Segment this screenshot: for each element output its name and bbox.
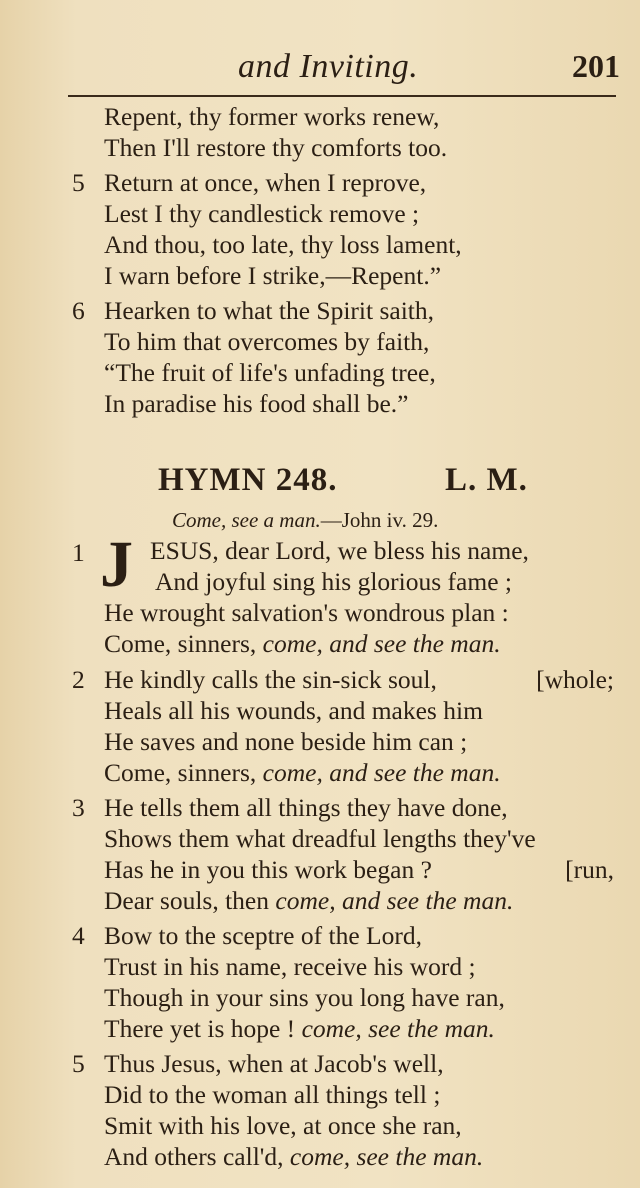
refrain-italic: come, and see the man. — [275, 886, 514, 915]
verse-line: Thus Jesus, when at Jacob's well, — [104, 1049, 444, 1078]
page-number: 201 — [572, 48, 620, 84]
hymn-epigraph — [172, 508, 438, 533]
stanza-number: 5 — [72, 168, 85, 197]
verse-line: Heals all his wounds, and makes him — [104, 696, 483, 725]
verse-line — [104, 758, 501, 788]
verse-line: And thou, too late, thy loss lament, — [104, 230, 462, 259]
verse-line: Did to the woman all things tell ; — [104, 1080, 441, 1109]
verse-line: “The fruit of life's unfading tree, — [104, 358, 436, 387]
verse-line: I warn before I strike,—Repent.” — [104, 261, 442, 290]
refrain-italic: come, and see the man. — [262, 758, 501, 787]
refrain-lead: Come, sinners, — [104, 629, 263, 658]
verse-line: Bow to the sceptre of the Lord, — [104, 921, 422, 950]
verse-line: He saves and none beside him can ; — [104, 727, 468, 756]
stanza-number: 4 — [72, 921, 85, 950]
drop-cap: J — [100, 528, 133, 601]
header-rule — [68, 95, 616, 97]
verse-line: And joyful sing his glorious fame ; — [155, 567, 512, 596]
verse-line — [104, 886, 513, 916]
refrain-italic: come, see the man. — [301, 1014, 495, 1043]
verse-line: Then I'll restore thy comforts too. — [104, 133, 448, 162]
hymn-meter: L. M. — [445, 462, 528, 498]
refrain-italic: come, see the man. — [289, 1142, 484, 1171]
verse-line: To him that overcomes by faith, — [104, 327, 430, 356]
refrain-lead: Dear souls, then — [104, 886, 276, 915]
verse-line — [104, 1014, 495, 1044]
turnover: [run, — [565, 855, 614, 884]
refrain-lead: And others call'd, — [104, 1142, 290, 1171]
verse-line — [104, 629, 501, 659]
verse-line: In paradise his food shall be.” — [104, 389, 409, 418]
verse-line — [104, 1142, 483, 1172]
hymn-title: HYMN 248. — [158, 462, 338, 498]
refrain-italic: come, and see the man. — [262, 629, 501, 658]
verse-line: He wrought salvation's wondrous plan : — [104, 598, 509, 627]
running-title: and Inviting. — [238, 48, 419, 85]
verse-line: ESUS, dear Lord, we bless his name, — [150, 536, 529, 565]
stanza-number: 5 — [72, 1049, 85, 1078]
refrain-lead: Come, sinners, — [104, 758, 263, 787]
stanza-number: 1 — [72, 538, 85, 567]
refrain-lead: There yet is hope ! — [104, 1014, 302, 1043]
epigraph-reference: —John iv. 29. — [320, 508, 439, 532]
verse-line: Lest I thy candlestick remove ; — [104, 199, 420, 228]
verse-line: He kindly calls the sin-sick soul, — [104, 665, 437, 694]
stanza-number: 6 — [72, 296, 85, 325]
verse-line: He tells them all things they have done, — [104, 793, 508, 822]
verse-line: Smit with his love, at once she ran, — [104, 1111, 462, 1140]
verse-line: Has he in you this work began ? — [104, 855, 432, 884]
stanza-number: 2 — [72, 665, 85, 694]
verse-line: Repent, thy former works renew, — [104, 102, 440, 131]
verse-line: Hearken to what the Spirit saith, — [104, 296, 435, 325]
epigraph-text: Come, see a man. — [172, 508, 321, 532]
page-header — [60, 48, 620, 94]
verse-line: Trust in his name, receive his word ; — [104, 952, 476, 981]
verse-line: Return at once, when I reprove, — [104, 168, 427, 197]
turnover: [whole; — [536, 665, 614, 694]
verse-line: Shows them what dreadful lengths they've — [104, 824, 536, 853]
stanza-number: 3 — [72, 793, 85, 822]
verse-line: Though in your sins you long have ran, — [104, 983, 505, 1012]
